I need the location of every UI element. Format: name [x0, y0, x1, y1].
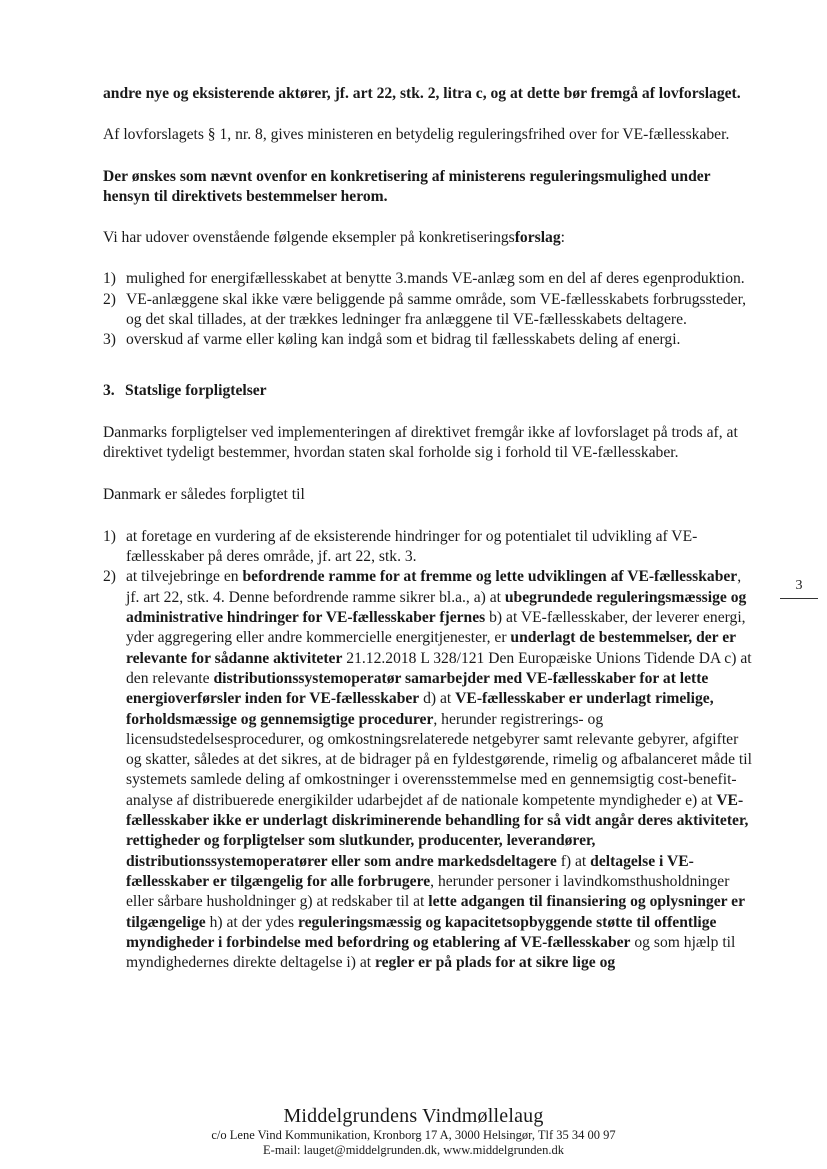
page-number-rule [780, 598, 818, 599]
text-run: f) at [556, 852, 591, 870]
paragraph-2: Af lovforslagets § 1, nr. 8, gives ministeren en betydelig reguleringsfrihed over for VE-fællesskaber. [103, 126, 730, 144]
page-number: 3 [795, 578, 803, 593]
paragraph-4-end: : [560, 229, 565, 247]
text-run: b) at VE-fællesskaber, der leverer energi, yder aggregering eller andre kommercielle energitjenester, er [126, 609, 746, 647]
list-item-number: 2) [103, 290, 116, 308]
bold-run: befordrende ramme for at fremme og lette udviklingen af VE-fællesskaber [242, 568, 738, 586]
bold-run: reguleringsmæssig og kapacitetsopbyggende støtte til offentlige myndigheder i forbindelse med befordring og etablering af VE-fællesskaber [126, 913, 717, 951]
footer-contact: E-mail: lauget@middelgrunden.dk, www.middelgrunden.dk [263, 1143, 564, 1157]
section-heading [103, 381, 755, 401]
bold-run: lette adgangen til finansiering og oplysninger er tilgængelige [126, 893, 745, 931]
bold-run: VE-fællesskaber ikke er underlagt diskriminerende behandling for så vidt angår deres aktiviteter, rettigheder og forpligtelser som slutkunder, producenter, leverandører, distributionssystemoperatører eller som andre markedsdeltagere [126, 791, 749, 870]
list-item-text: at foretage en vurdering af de eksisterende hindringer for og potentialet til udvikling af VE- fællesskaber på deres område, jf. art 22, stk. 3. [126, 527, 698, 566]
text-run: h) at der ydes [205, 913, 298, 931]
text-run: og som hjælp til myndighedernes direkte deltagelse i) at [126, 933, 736, 972]
text-run: 21.12.2018 L 328/121 Den Europæiske Unions Tidende DA c) at den relevante [126, 649, 752, 687]
bold-run: underlagt de bestemmelser, der er relevante for sådanne aktiviteter [126, 629, 736, 667]
bold-run: VE-fællesskaber er underlagt rimelige, forholdsmæssige og gennemsigtige procedurer [126, 690, 714, 728]
paragraph-1-bold: andre nye og eksisterende aktører, jf. art 22, stk. 2, litra c, og at dette bør fremgå af lovforslaget. [103, 85, 741, 102]
list-item-number: 2) [103, 568, 116, 586]
suggestion-list [103, 269, 755, 350]
paragraph-3 [103, 167, 755, 208]
paragraph-3-bold: Der ønskes som nævnt ovenfor en konkretisering af ministerens reguleringsmulighed under hensyn til direktivets bestemmelser herom. [103, 167, 711, 205]
list-item [103, 567, 755, 973]
list-item-text: mulighed for energifællesskabet at benytte 3.mands VE-anlæg som en del af deres egenproduktion. [126, 270, 745, 288]
letterhead-footer [0, 1104, 827, 1158]
paragraph-5: Danmarks forpligtelser ved implementeringen af direktivet fremgår ikke af lovforslaget på trods af, at direktivet tydeligt bestemmer, hvordan staten skal forholde sig i forhold til VE-fællesskaber. [103, 423, 738, 462]
text-run: , herunder registrerings- og licensudstedelsesprocedurer, og omkostningsrelaterede netgebyrer samt relevante gebyrer, afgifter og skatter, således at det sikres, at de bidrager på en fyldestgørende, rimelig og afbalanceret måde til systemets samlede deling af omkostninger i overensstemmelse med en gennemsigtig cost-benefit-analyse af distribuerede energikilder udarbejdet af de nationale kompetente myndigheder e) at [126, 710, 752, 809]
list-item [103, 269, 755, 289]
list-item-number: 3) [103, 331, 116, 349]
list-item-text: VE-anlæggene skal ikke være beliggende på samme område, som VE-fællesskabets forbrugssteder, og det skal tillades, at der trækkes ledninger fra anlæggene til VE-fællesskabets deltagere. [126, 290, 747, 329]
list-item-number: 1) [103, 270, 116, 288]
list-item-text: overskud af varme eller køling kan indgå som et bidrag til fællesskabets deling af energi. [126, 331, 681, 349]
list-item-number: 1) [103, 527, 116, 545]
paragraph-4-text: Vi har udover ovenstående følgende eksempler på konkretiserings [103, 229, 515, 247]
bold-run: distributionssystemoperatør samarbejder med VE-fællesskaber for at lette energioverførsler inden for VE-fællesskaber [126, 669, 709, 708]
bold-run: ubegrundede reguleringsmæssige og administrative hindringer for VE-fællesskaber fjernes [126, 588, 747, 627]
list-item [103, 330, 755, 350]
paragraph-6: Danmark er således forpligtet til [103, 485, 305, 503]
text-run: , herunder personer i lavindkomsthusholdninger eller sårbare husholdninger g) at redskaber til at [126, 872, 730, 911]
document-body [103, 84, 755, 973]
paragraph-1 [103, 84, 755, 104]
paragraph-4-bold: forslag [514, 229, 561, 247]
section-number: 3. [103, 381, 115, 399]
footer-address: c/o Lene Vind Kommunikation, Kronborg 17 A, 3000 Helsingør, Tlf 35 34 00 97 [211, 1128, 616, 1142]
paragraph-4 [103, 228, 755, 248]
obligation-list [103, 527, 755, 974]
text-run: , jf. art 22, stk. 4. Denne befordrende ramme sikrer bl.a., a) at [126, 568, 742, 606]
list-item [103, 290, 755, 331]
text-run: d) at [419, 690, 456, 708]
bold-run: deltagelse i VE-fællesskaber er tilgængelig for alle forbrugere [126, 852, 694, 890]
bold-run: regler er på plads for at sikre lige og [374, 954, 616, 972]
text-run: at tilvejebringe en [126, 568, 243, 586]
list-item [103, 527, 755, 568]
section-title: Statslige forpligtelser [125, 381, 267, 399]
footer-organization: Middelgrundens Vindmøllelaug [283, 1105, 544, 1127]
